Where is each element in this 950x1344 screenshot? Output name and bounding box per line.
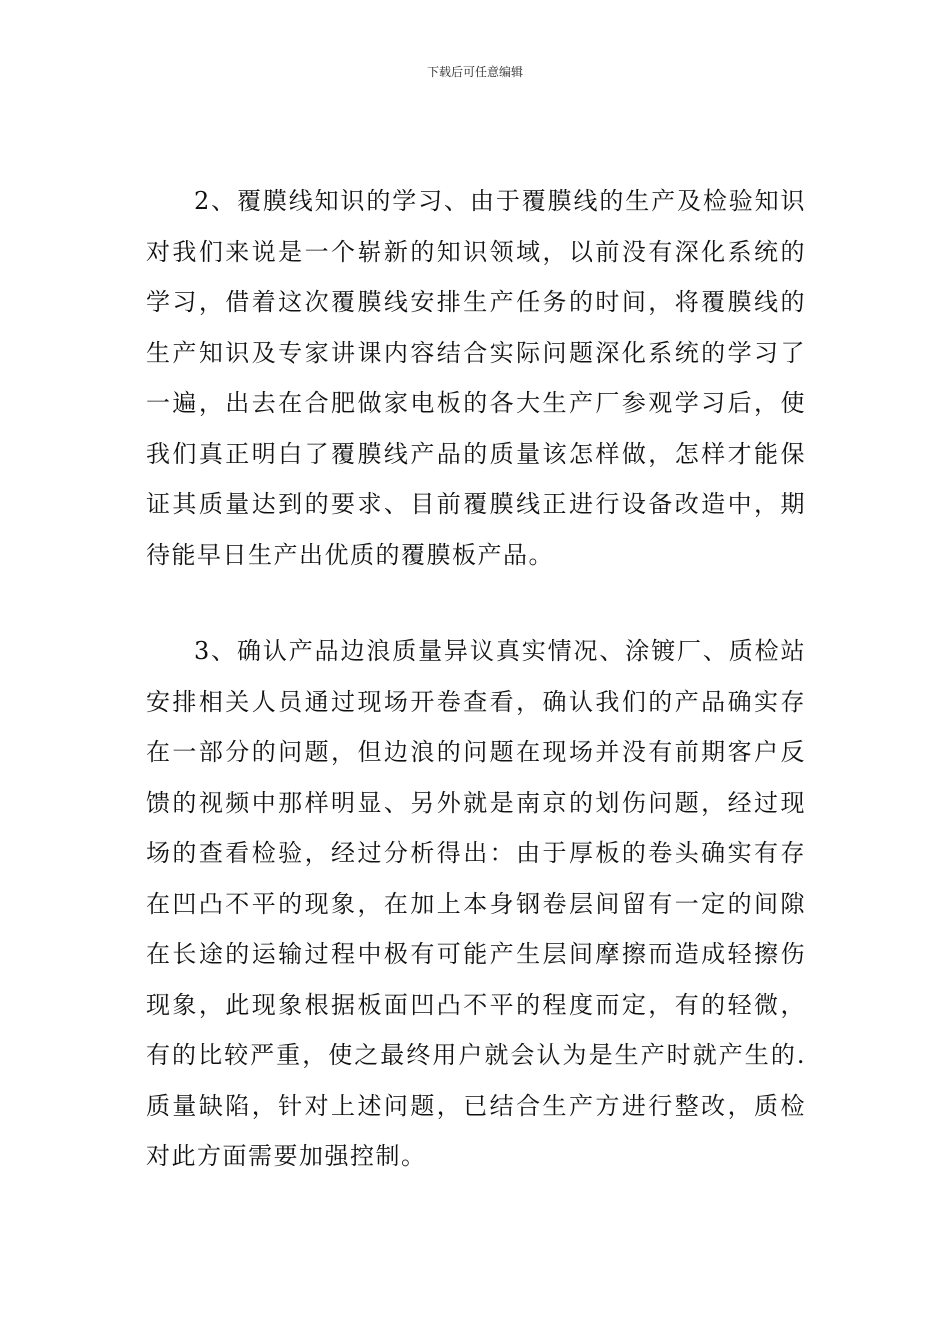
page-header-note: 下载后可任意编辑 [426, 65, 523, 79]
paragraph-item-3: 3、确认产品边浪质量异议真实情况、涂镀厂、质检站安排相关人员通过现场开卷查看，确认我们的产品确实存在一部分的问题，但边浪的问题在现场并没有前期客户反馈的视频中那样明显、另外就是南京的划伤问题，经过现场的查看检验，经过分析得出：由于厚板的卷头确实有存在凹凸不平的现象，在加上本身钢卷层间留有一定的间隙在长途的运输过程中极有可能产生层间摩擦而造成轻擦伤现象，此现象根据板面凹凸不平的程度而定，有的轻微，有的比较严重，使之最终用户就会认为是生产时就产生的.质量缺陷，针对上述问题，已结合生产方进行整改，质检对此方面需要加强控制。 [146, 637, 806, 1170]
paragraph-item-2: 2、覆膜线知识的学习、由于覆膜线的生产及检验知识对我们来说是一个崭新的知识领域，以前没有深化系统的学习，借着这次覆膜线安排生产任务的时间，将覆膜线的生产知识及专家讲课内容结合实际问题深化系统的学习了一遍，出去在合肥做家电板的各大生产厂参观学习后，使我们真正明白了覆膜线产品的质量该怎样做，怎样才能保证其质量达到的要求、目前覆膜线正进行设备改造中，期待能早日生产出优质的覆膜板产品。 [146, 187, 806, 569]
